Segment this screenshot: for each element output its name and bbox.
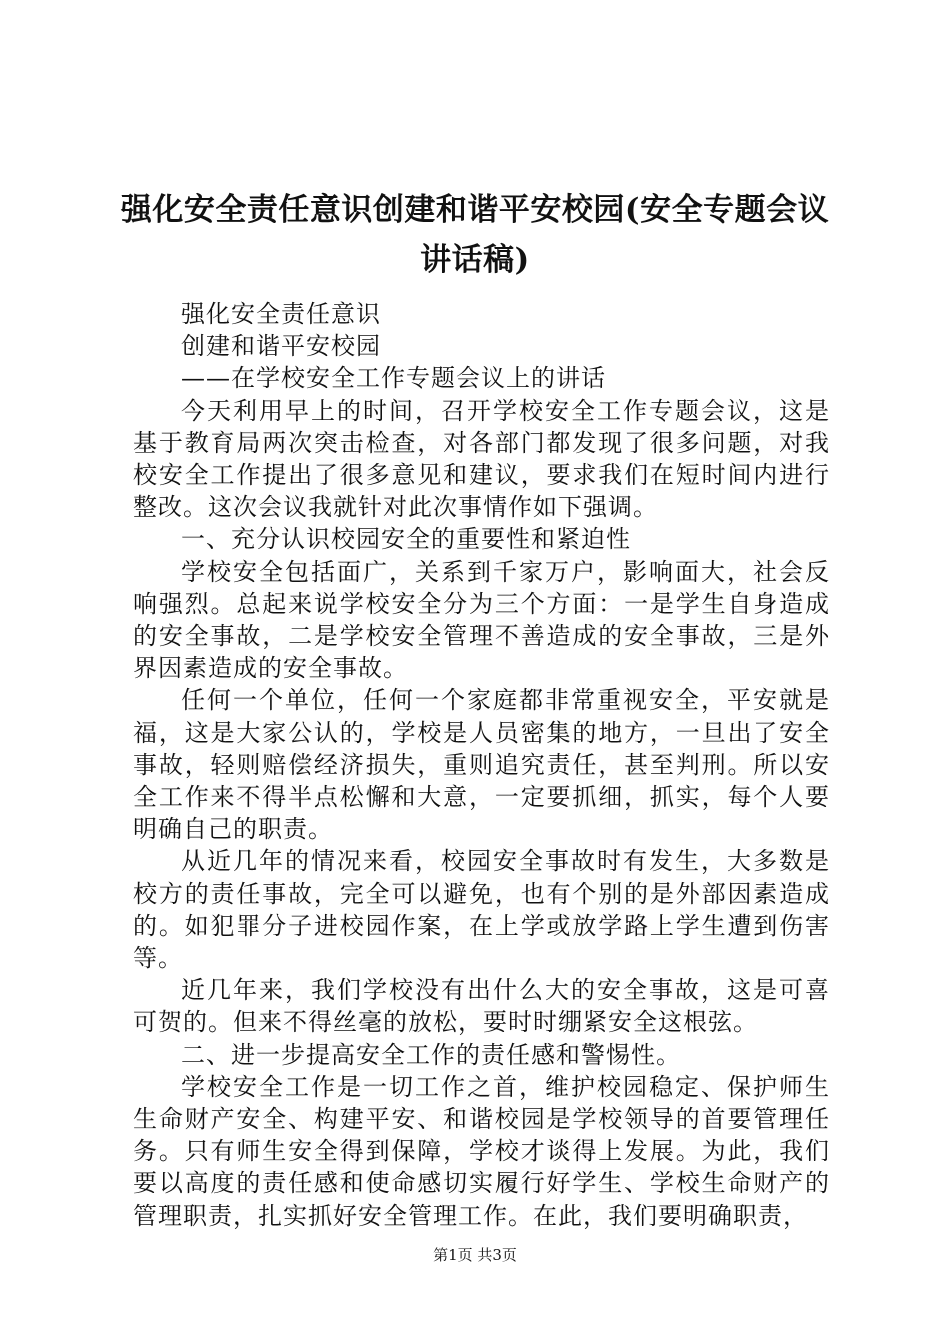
document-body xyxy=(133,298,830,1232)
section-heading: 一、充分认识校园安全的重要性和紧迫性 xyxy=(181,525,631,554)
body-paragraph: 任何一个单位，任何一个家庭都非常重视安全，平安就是福，这是大家公认的，学校是人员密集的地方，一旦出了安全事故，轻则赔偿经济损失，重则追究责任，甚至判刑。所以安全工作来不得半点松懈和大意，一定要抓细，抓实，每个人要明确自己的职责。 xyxy=(133,686,830,844)
body-paragraph: 今天利用早上的时间，召开学校安全工作专题会议，这是基于教育局两次突击检查，对各部门都发现了很多问题，对我校安全工作提出了很多意见和建议，要求我们在短时间内进行整改。这次会议我就针对此次事情作如下强调。 xyxy=(133,396,830,522)
document-title: 强化安全责任意识创建和谐平安校园(安全专题会议讲话稿) xyxy=(120,192,830,278)
subtitle-line: ——在学校安全工作专题会议上的讲话 xyxy=(181,364,606,393)
body-paragraph: 近几年来，我们学校没有出什么大的安全事故，这是可喜可贺的。但来不得丝毫的放松，要时时绷紧安全这根弦。 xyxy=(133,976,830,1037)
subtitle-line: 强化安全责任意识 xyxy=(181,300,381,328)
body-paragraph: 从近几年的情况来看，校园安全事故时有发生，大多数是校方的责任事故，完全可以避免，也有个别的是外部因素造成的。如犯罪分子进校园作案，在上学或放学路上学生遭到伤害等。 xyxy=(133,847,830,973)
body-paragraph: 学校安全工作是一切工作之首，维护校园稳定、保护师生生命财产安全、构建平安、和谐校园是学校领导的首要管理任务。只有师生安全得到保障，学校才谈得上发展。为此，我们要以高度的责任感和使命感切实履行好学生、学校生命财产的管理职责，扎实抓好安全管理工作。在此，我们要明确职责， xyxy=(133,1072,830,1230)
section-heading: 二、进一步提高安全工作的责任感和警惕性。 xyxy=(181,1040,681,1069)
page-footer: 第1页 共3页 xyxy=(433,1246,517,1264)
subtitle-line: 创建和谐平安校园 xyxy=(181,332,381,361)
body-paragraph: 学校安全包括面广，关系到千家万户，影响面大，社会反响强烈。总起来说学校安全分为三个方面：一是学生自身造成的安全事故，二是学校安全管理不善造成的安全事故，三是外界因素造成的安全事故。 xyxy=(133,557,830,683)
